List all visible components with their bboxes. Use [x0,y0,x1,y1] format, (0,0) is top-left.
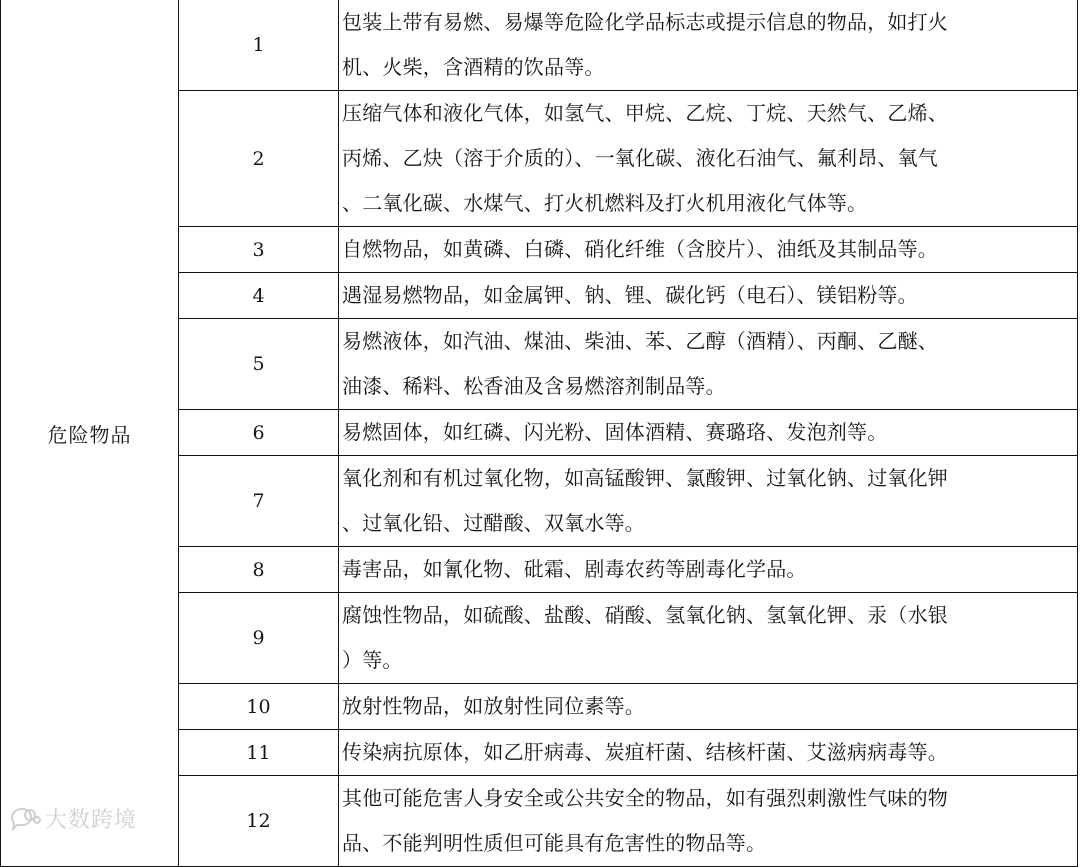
row-number-cell: 11 [179,730,339,776]
description-cell [339,684,1078,730]
description-cell [339,273,1078,319]
description-cell [339,593,1078,684]
description-line: 品、不能判明性质但可能具有危害性的物品等。 [342,831,767,855]
description-line: 腐蚀性物品，如硫酸、盐酸、硝酸、氢氧化钠、氢氧化钾、汞（水银 [342,603,948,627]
row-number-cell: 10 [179,684,339,730]
row-number-cell: 4 [179,273,339,319]
row-number-cell: 5 [179,319,339,410]
table-body [1,0,1078,867]
description-cell [339,730,1078,776]
row-number-cell: 6 [179,410,339,456]
row-number-cell: 12 [179,776,339,867]
description-cell [339,547,1078,593]
description-cell [339,0,1078,91]
row-number-cell: 8 [179,547,339,593]
row-number-cell: 3 [179,227,339,273]
description-line: 易燃液体，如汽油、煤油、柴油、苯、乙醇（酒精）、丙酮、乙醚、 [342,329,938,353]
description-line: 、过氧化铅、过醋酸、双氧水等。 [342,511,645,535]
description-cell [339,776,1078,867]
description-line: 其他可能危害人身安全或公共安全的物品，如有强烈刺激性气味的物 [342,786,948,810]
description-line: 压缩气体和液化气体，如氢气、甲烷、乙烷、丁烷、天然气、乙烯、 [342,101,948,125]
description-cell [339,456,1078,547]
row-number-cell: 1 [179,0,339,91]
description-line: 遇湿易燃物品，如金属钾、钠、锂、碳化钙（电石）、镁铝粉等。 [342,283,918,307]
description-cell [339,410,1078,456]
row-number-cell: 9 [179,593,339,684]
description-line: ）等。 [342,648,403,672]
description-cell [339,319,1078,410]
description-cell [339,227,1078,273]
description-line: 传染病抗原体，如乙肝病毒、炭疽杆菌、结核杆菌、艾滋病病毒等。 [342,740,948,764]
category-cell: 危险物品 [1,0,179,867]
row-number-cell: 7 [179,456,339,547]
description-line: 放射性物品，如放射性同位素等。 [342,694,645,718]
description-line: 机、火柴，含酒精的饮品等。 [342,55,605,79]
watermark-text: 大数跨境 [45,808,138,833]
description-line: 毒害品，如氰化物、砒霜、剧毒农药等剧毒化学品。 [342,557,807,581]
description-line: 易燃固体，如红磷、闪光粉、固体酒精、赛璐珞、发泡剂等。 [342,420,888,444]
description-line: 油漆、稀料、松香油及含易燃溶剂制品等。 [342,374,726,398]
description-line: 包装上带有易燃、易爆等危险化学品标志或提示信息的物品，如打火 [342,10,948,34]
description-line: 氧化剂和有机过氧化物，如高锰酸钾、氯酸钾、过氧化钠、过氧化钾 [342,466,948,490]
description-line: 、二氧化碳、水煤气、打火机燃料及打火机用液化气体等。 [342,191,868,215]
description-line: 自燃物品，如黄磷、白磷、硝化纤维（含胶片）、油纸及其制品等。 [342,237,938,261]
row-number-cell: 2 [179,91,339,227]
table-row [1,0,1078,91]
description-cell [339,91,1078,227]
description-line: 丙烯、乙炔（溶于介质的）、一氧化碳、液化石油气、氟利昂、氧气 [342,146,938,170]
